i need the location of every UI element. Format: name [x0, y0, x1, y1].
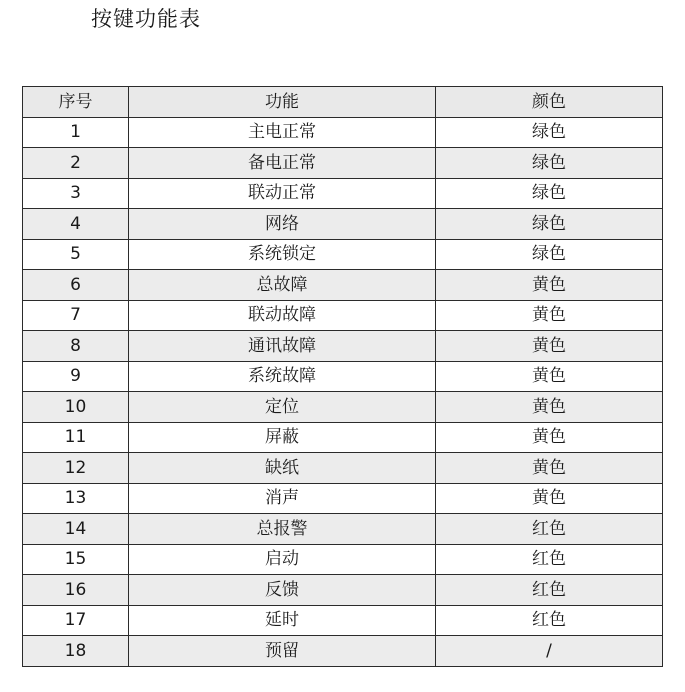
cell-function: 系统故障: [129, 361, 436, 392]
cell-color: 红色: [436, 605, 663, 636]
table-row: [23, 636, 663, 667]
cell-no: 14: [23, 514, 129, 545]
cell-function: 启动: [129, 544, 436, 575]
table-row: [23, 117, 663, 148]
cell-function: 联动正常: [129, 178, 436, 209]
cell-no: 17: [23, 605, 129, 636]
cell-no: 2: [23, 148, 129, 179]
table-body: [23, 117, 663, 666]
cell-function: 网络: [129, 209, 436, 240]
table-row: [23, 392, 663, 423]
cell-no: 9: [23, 361, 129, 392]
cell-no: 5: [23, 239, 129, 270]
cell-function: 联动故障: [129, 300, 436, 331]
cell-color: 黄色: [436, 422, 663, 453]
table-row: [23, 148, 663, 179]
cell-no: 12: [23, 453, 129, 484]
cell-no: 11: [23, 422, 129, 453]
cell-color: 黄色: [436, 483, 663, 514]
cell-no: 13: [23, 483, 129, 514]
table-row: [23, 331, 663, 362]
cell-color: 绿色: [436, 117, 663, 148]
cell-function: 消声: [129, 483, 436, 514]
cell-function: 反馈: [129, 575, 436, 606]
cell-no: 3: [23, 178, 129, 209]
table-row: [23, 300, 663, 331]
cell-color: 绿色: [436, 239, 663, 270]
cell-no: 7: [23, 300, 129, 331]
cell-function: 总报警: [129, 514, 436, 545]
cell-color: 黄色: [436, 331, 663, 362]
table-row: [23, 514, 663, 545]
header-function: 功能: [129, 87, 436, 118]
cell-no: 18: [23, 636, 129, 667]
header-no: 序号: [23, 87, 129, 118]
table-header-row: [23, 87, 663, 118]
table-row: [23, 178, 663, 209]
table-row: [23, 239, 663, 270]
cell-color: /: [436, 636, 663, 667]
cell-no: 10: [23, 392, 129, 423]
cell-no: 4: [23, 209, 129, 240]
cell-function: 总故障: [129, 270, 436, 301]
cell-color: 黄色: [436, 453, 663, 484]
cell-color: 红色: [436, 514, 663, 545]
cell-function: 通讯故障: [129, 331, 436, 362]
page-title: 按键功能表: [91, 7, 201, 31]
cell-color: 黄色: [436, 270, 663, 301]
cell-no: 15: [23, 544, 129, 575]
cell-no: 1: [23, 117, 129, 148]
cell-function: 系统锁定: [129, 239, 436, 270]
cell-function: 缺纸: [129, 453, 436, 484]
cell-function: 延时: [129, 605, 436, 636]
key-function-table: [22, 86, 663, 667]
table-row: [23, 422, 663, 453]
cell-function: 主电正常: [129, 117, 436, 148]
cell-no: 6: [23, 270, 129, 301]
cell-function: 预留: [129, 636, 436, 667]
table-row: [23, 575, 663, 606]
cell-function: 定位: [129, 392, 436, 423]
cell-function: 备电正常: [129, 148, 436, 179]
cell-no: 16: [23, 575, 129, 606]
cell-color: 黄色: [436, 392, 663, 423]
cell-color: 绿色: [436, 148, 663, 179]
cell-function: 屏蔽: [129, 422, 436, 453]
cell-color: 红色: [436, 575, 663, 606]
cell-color: 红色: [436, 544, 663, 575]
header-color: 颜色: [436, 87, 663, 118]
cell-color: 黄色: [436, 300, 663, 331]
table-row: [23, 209, 663, 240]
cell-color: 绿色: [436, 209, 663, 240]
table-row: [23, 544, 663, 575]
table-row: [23, 605, 663, 636]
cell-color: 绿色: [436, 178, 663, 209]
table-row: [23, 270, 663, 301]
cell-color: 黄色: [436, 361, 663, 392]
table-row: [23, 453, 663, 484]
table-row: [23, 483, 663, 514]
cell-no: 8: [23, 331, 129, 362]
table-row: [23, 361, 663, 392]
